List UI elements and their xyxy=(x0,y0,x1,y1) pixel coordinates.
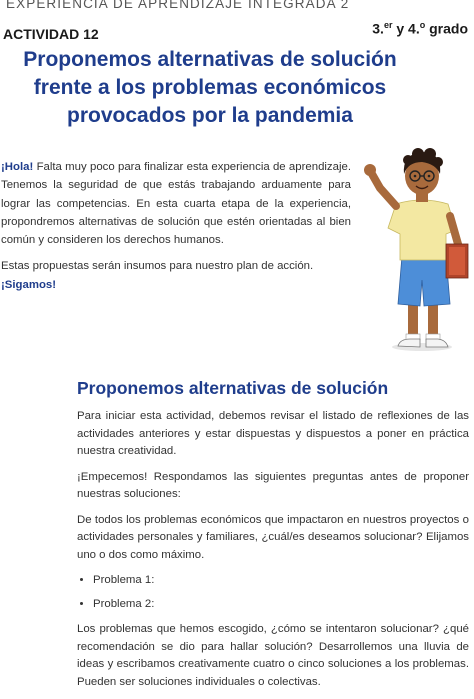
student-illustration xyxy=(360,140,474,360)
grade-part: grado xyxy=(425,20,468,37)
experience-title: EXPERIENCIA DE APRENDIZAJE INTEGRADA 2 xyxy=(6,0,350,11)
title-line: Proponemos alternativas de solución xyxy=(23,48,397,71)
closing-cheer: ¡Sigamos! xyxy=(1,278,57,291)
problem-list xyxy=(77,572,469,613)
intro-body: Falta muy poco para finalizar esta experiencia de aprendizaje. Tenemos la seguridad de que estás trabajando arduamente para lograr las competencias. En esta cuarta etapa de la experiencia, propondremos alternativas de solución que estén orientadas al bien común y consideren los derechos humanos. xyxy=(1,161,351,247)
section-title: Proponemos alternativas de solución xyxy=(77,378,389,398)
grade-label xyxy=(372,20,468,37)
grade-sup: o xyxy=(419,20,426,30)
body-paragraph: ¡Empecemos! Respondamos las siguientes preguntas antes de proponer nuestras soluciones: xyxy=(77,470,469,500)
title-line: provocados por la pandemia xyxy=(67,104,353,127)
body-paragraph: De todos los problemas económicos que impactaron en nuestros proyectos o actividades personales y familiares, ¿cuál/es deseamos solucionar? Elijamos uno o dos como máximo. xyxy=(77,513,469,561)
intro-body: Estas propuestas serán insumos para nuestro plan de acción. xyxy=(1,260,314,273)
activity-number: ACTIVIDAD 12 xyxy=(3,26,99,42)
body-paragraph: Los problemas que hemos escogido, ¿cómo se intentaron solucionar? ¿qué recomendación se dio para hallar solución? Desarrollemos una lluvia de ideas y escribamos creativamente cuatro o cinco soluciones a los problemas. Pueden ser soluciones individuales o colectivas. xyxy=(77,623,469,688)
greeting: ¡Hola! xyxy=(1,161,34,173)
grade-part: y 4. xyxy=(392,20,420,37)
title-line: frente a los problemas económicos xyxy=(33,76,387,99)
grade-part: 3. xyxy=(372,20,384,37)
header-band xyxy=(0,0,474,20)
body-paragraph: Para iniciar esta actividad, debemos revisar el listado de reflexiones de las actividades anteriores y estar dispuestas y dispuestos a poner en práctica nuestra creatividad. xyxy=(77,410,469,457)
problem-item: • Problema 2: xyxy=(93,596,469,614)
intro-paragraph xyxy=(1,257,351,294)
grade-sup: er xyxy=(383,20,393,30)
problem-item: • Problema 1: xyxy=(93,572,469,590)
intro-paragraph xyxy=(1,158,351,249)
intro-text xyxy=(1,158,351,302)
section-body xyxy=(77,408,469,699)
page-title xyxy=(0,46,420,130)
